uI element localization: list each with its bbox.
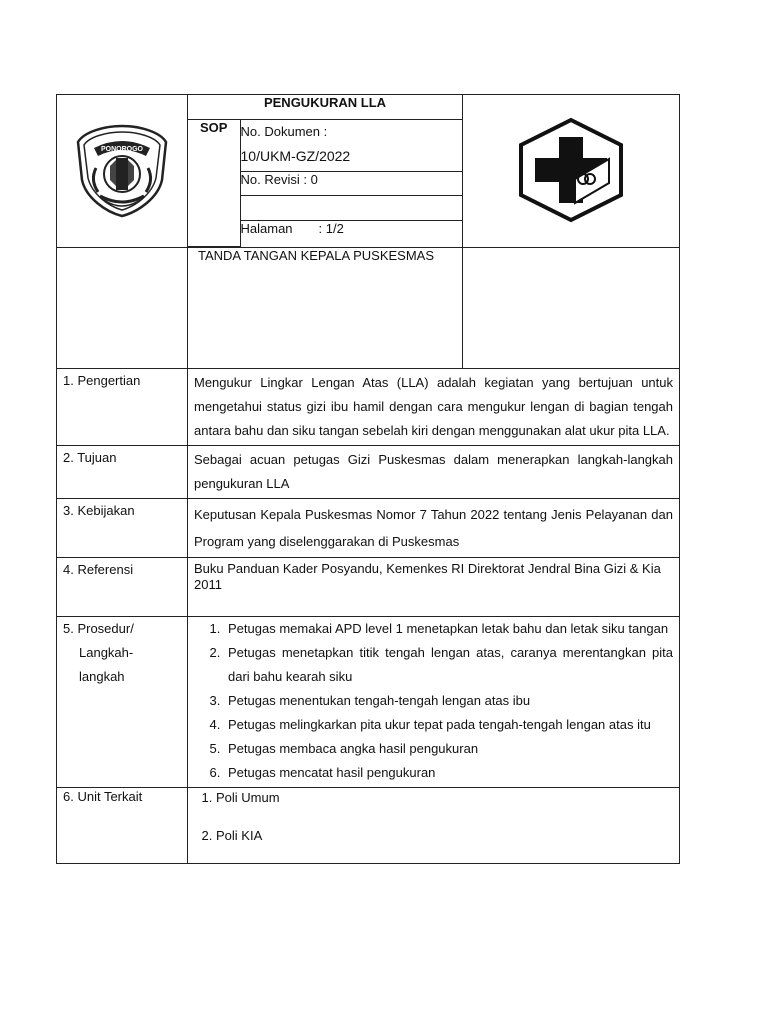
emblem-ribbon-text: PONOROGO (100, 145, 144, 153)
list-item: 2. Petugas menetapkan titik tengah lengan atas, caranya merentangkan pita dari bahu kearah siku (224, 641, 673, 689)
list-item: 4. Petugas melingkarkan pita ukur tepat pada tengah-tengah lengan atas itu (224, 713, 673, 737)
signature-row (57, 248, 680, 369)
ponorogo-emblem-icon (72, 120, 172, 220)
kebijakan-text: Keputusan Kepala Puskesmas Nomor 7 Tahun 2022 tentang Jenis Pelayanan dan Program yang diselenggarakan di Puskesmas (188, 499, 680, 558)
list-item: 5. Petugas membaca angka hasil pengukuran (224, 737, 673, 761)
sop-document (56, 94, 679, 864)
tujuan-text: Sebagai acuan petugas Gizi Puskesmas dalam menerapkan langkah-langkah pengukuran LLA (188, 446, 680, 499)
prosedur-list (194, 617, 673, 785)
prosedur-label-line-2: Langkah- (79, 645, 134, 660)
tujuan-row (57, 446, 680, 499)
prosedur-label-line-1: 5. Prosedur/ (63, 621, 134, 636)
referensi-text: Buku Panduan Kader Posyandu, Kemenkes RI Direktorat Jendral Bina Gizi & Kia 2011 (188, 558, 680, 617)
document-title: PENGUKURAN LLA (188, 95, 462, 119)
halaman-field (240, 220, 462, 246)
unit-label: 6. Unit Terkait (57, 788, 188, 864)
sop-label: SOP (188, 119, 240, 246)
prosedur-label (57, 617, 188, 788)
kebijakan-label: 3. Kebijakan (57, 499, 188, 558)
pengertian-label: 1. Pengertian (57, 369, 188, 446)
halaman-value: : 1/2 (318, 220, 344, 236)
list-item: 1. Petugas memakai APD level 1 menetapkan letak bahu dan letak siku tangan (224, 617, 673, 641)
sop-table (56, 94, 680, 864)
no-revisi-field: No. Revisi : 0 (240, 172, 462, 196)
puskesmas-logo-icon (515, 117, 627, 223)
no-dokumen-field (240, 119, 462, 172)
pengertian-row (57, 369, 680, 446)
list-item: 2. Poli KIA (216, 826, 673, 846)
unit-items (188, 788, 680, 864)
header-info-table (188, 95, 462, 247)
no-dokumen-value: 10/UKM-GZ/2022 (240, 147, 351, 164)
header-row (57, 95, 680, 248)
header-info-cell (188, 95, 463, 248)
no-dokumen-label: No. Dokumen : (240, 123, 328, 139)
halaman-label: Halaman (240, 220, 293, 236)
list-item: 1. Poli Umum (216, 788, 673, 808)
pengertian-text: Mengukur Lingkar Lengan Atas (LLA) adalah kegiatan yang bertujuan untuk mengetahui status gizi ibu hamil dengan cara mengukur lengan di bagian tengah antara bahu dan siku tangan sebelah kiri dengan menggunakan alat ukur pita LLA. (188, 369, 680, 446)
right-logo-cell (463, 95, 680, 248)
prosedur-row (57, 617, 680, 788)
empty-header-field (240, 196, 462, 220)
signature-space (463, 248, 680, 369)
unit-row (57, 788, 680, 864)
signature-empty-cell (57, 248, 188, 369)
tujuan-label: 2. Tujuan (57, 446, 188, 499)
list-item: 6. Petugas mencatat hasil pengukuran (224, 761, 673, 785)
prosedur-label-line-3: langkah (79, 669, 125, 684)
referensi-label: 4. Referensi (57, 558, 188, 617)
list-item: 3. Petugas menentukan tengah-tengah lengan atas ibu (224, 689, 673, 713)
prosedur-steps (188, 617, 680, 788)
signature-label: TANDA TANGAN KEPALA PUSKESMAS (188, 248, 463, 369)
kebijakan-row (57, 499, 680, 558)
referensi-row (57, 558, 680, 617)
unit-list (194, 788, 673, 846)
left-logo-cell (57, 95, 188, 248)
